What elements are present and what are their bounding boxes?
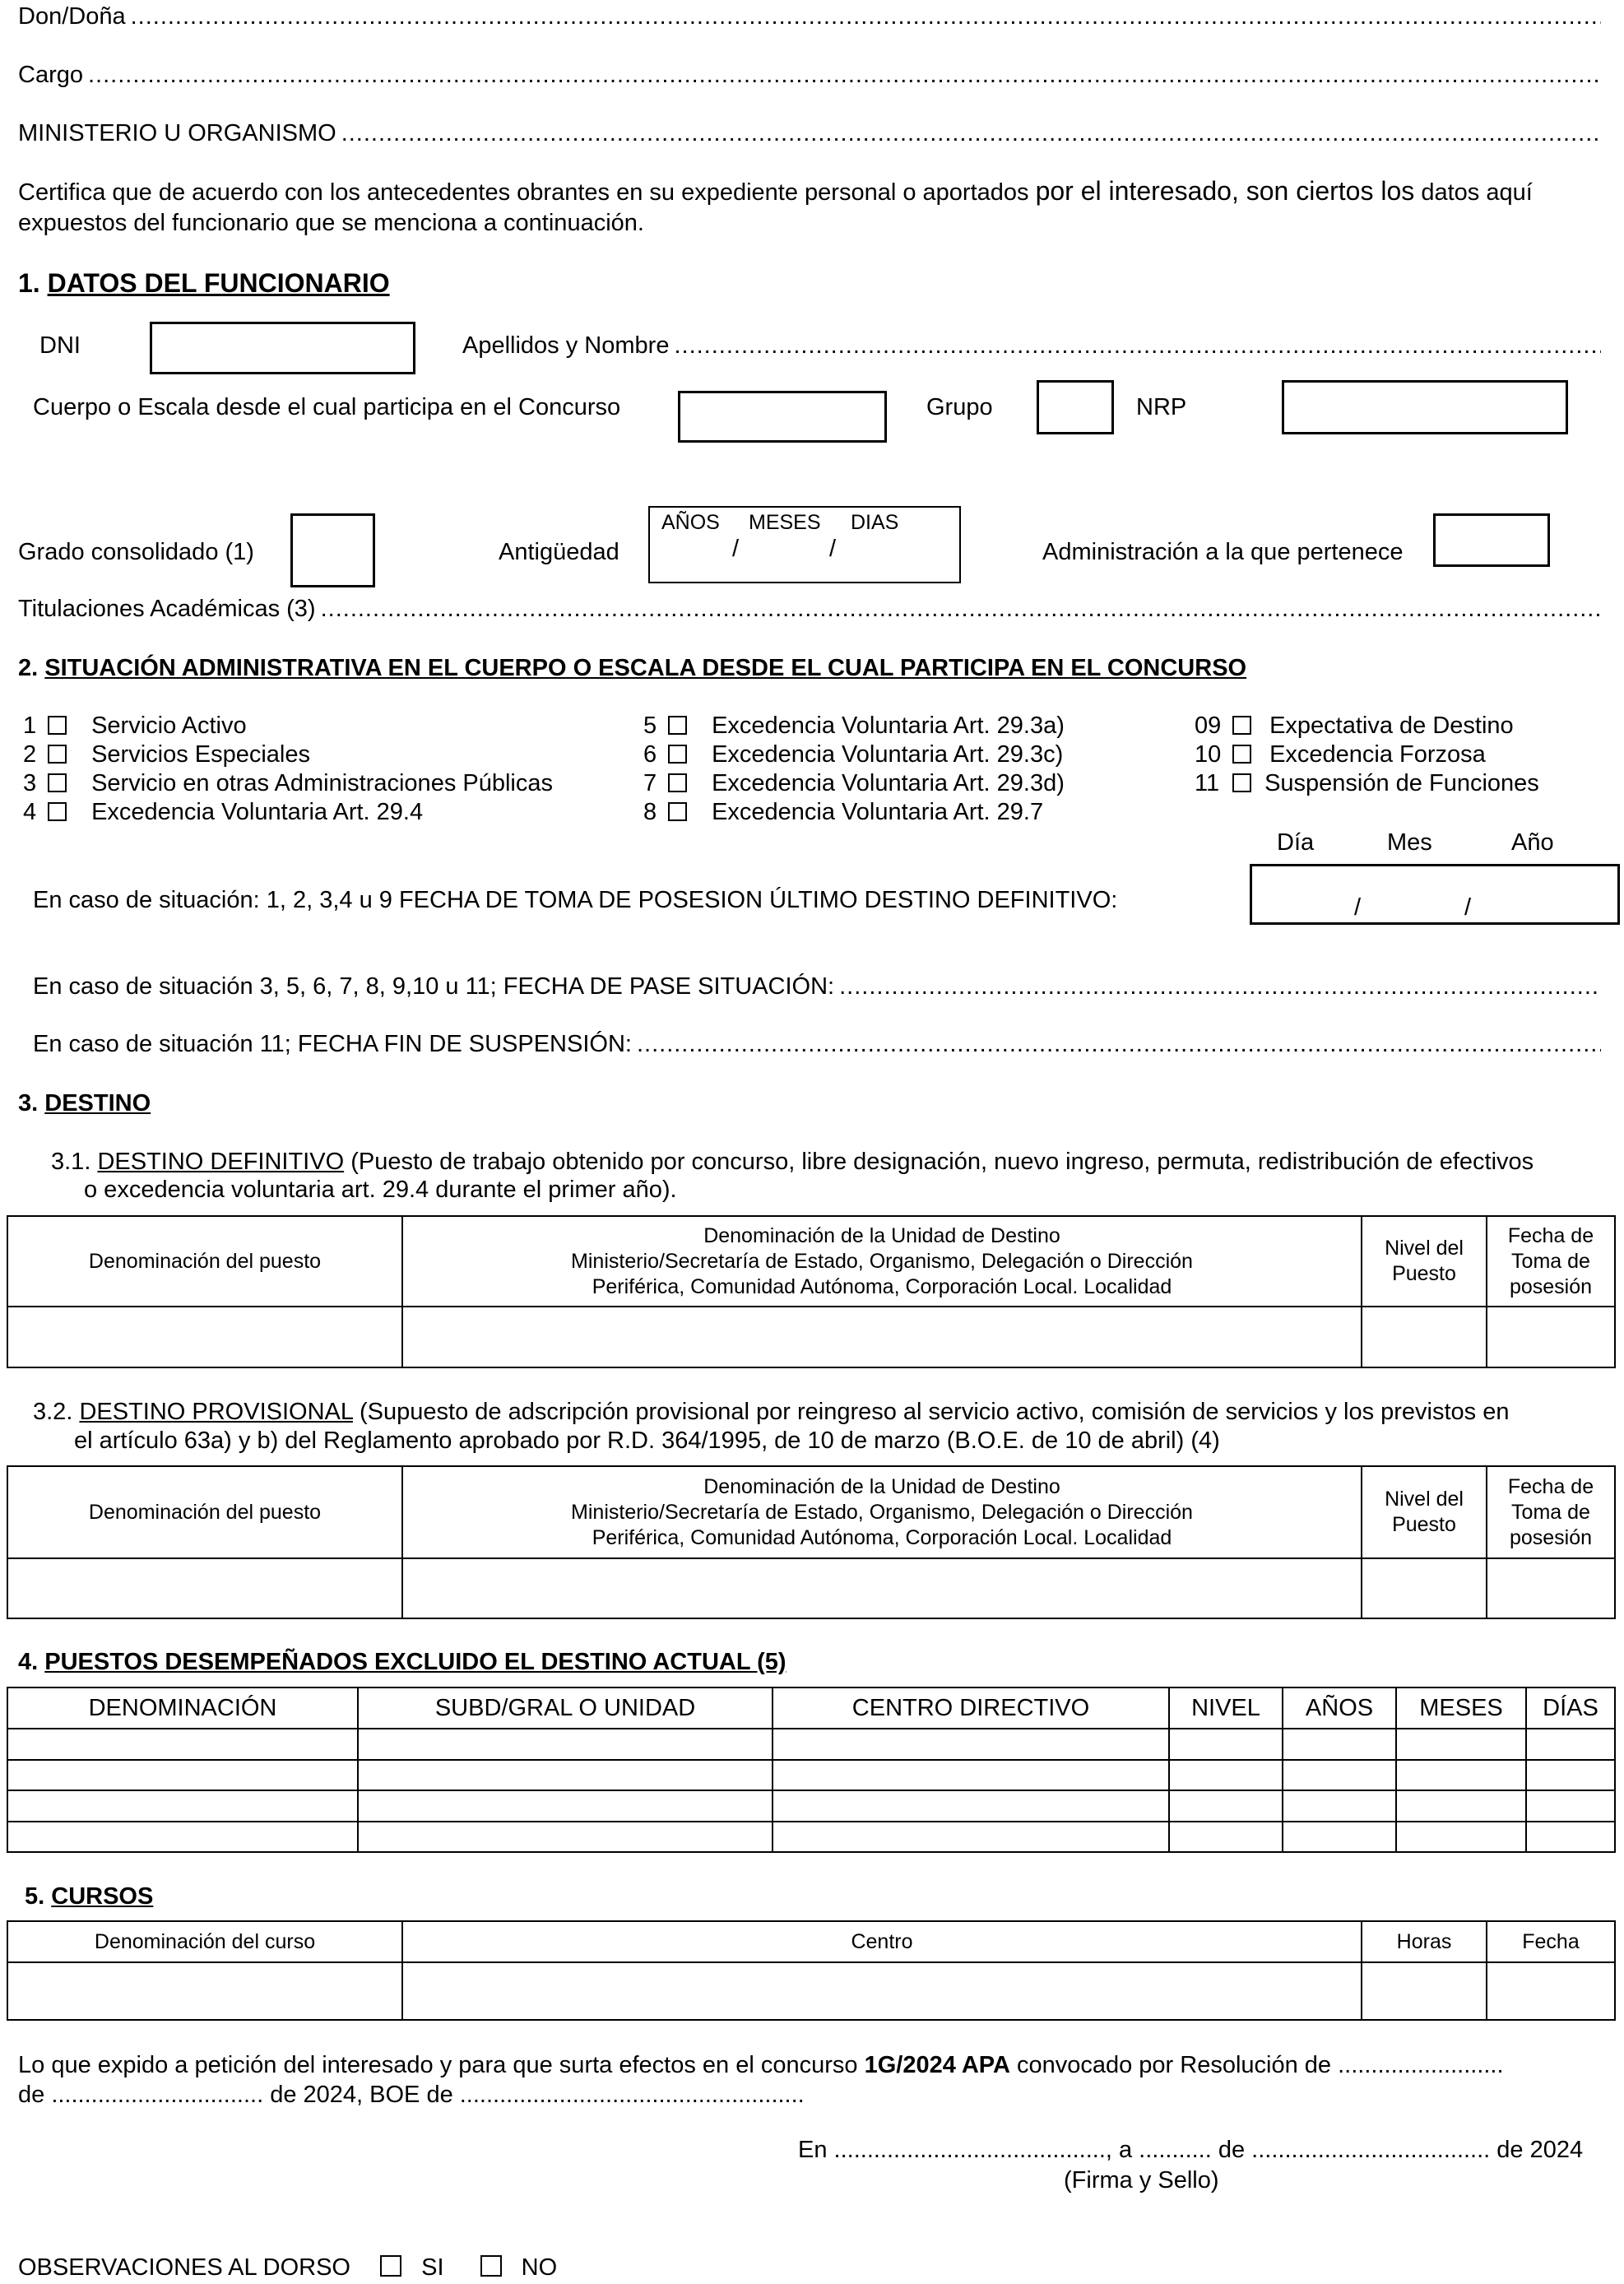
date-slash-1: / xyxy=(1354,894,1362,921)
cell[interactable] xyxy=(773,1822,1169,1853)
header-fecha xyxy=(1487,1466,1615,1558)
cell-unidad[interactable] xyxy=(402,1307,1362,1367)
grado-label: Grado consolidado (1) xyxy=(18,539,254,565)
situation-option-10[interactable] xyxy=(1195,741,1486,768)
nivel-line1: Nivel del xyxy=(1385,1237,1464,1260)
date-slash-2: / xyxy=(1464,894,1472,921)
cell-centro[interactable] xyxy=(402,1962,1362,2020)
situation-option-11[interactable] xyxy=(1195,770,1539,797)
cuerpo-label: Cuerpo o Escala desde el cual participa en el Concurso xyxy=(33,394,621,420)
cell[interactable] xyxy=(7,1822,358,1853)
situation-number: 4 xyxy=(23,799,37,825)
prov-number: 3.2. xyxy=(33,1399,73,1425)
header-nivel xyxy=(1362,1466,1487,1558)
situation-option-3[interactable] xyxy=(23,770,553,797)
si-label: SI xyxy=(421,2254,444,2281)
section3-number: 3. xyxy=(18,1090,39,1116)
cell[interactable] xyxy=(7,1790,358,1822)
cargo-field[interactable] xyxy=(88,62,1601,89)
no-label: NO xyxy=(521,2254,558,2281)
apellidos-line[interactable] xyxy=(462,332,1601,360)
header-subd: SUBD/GRAL O UNIDAD xyxy=(358,1687,773,1729)
firma-sello: (Firma y Sello) xyxy=(1064,2167,1219,2193)
checkbox[interactable] xyxy=(668,802,687,821)
dia-label: Día xyxy=(1277,829,1315,856)
table-row[interactable] xyxy=(7,1729,1615,1760)
section1-number: 1. xyxy=(18,268,40,298)
situation-number: 3 xyxy=(23,770,37,796)
cell-nivel[interactable] xyxy=(1362,1307,1487,1367)
unidad-line3: Periférica, Comunidad Autónoma, Corporación Local. Localidad xyxy=(592,1274,1172,1298)
prov-title: DESTINO PROVISIONAL xyxy=(79,1399,353,1425)
section3-title: DESTINO xyxy=(44,1090,151,1116)
header-puesto: Denominación del puesto xyxy=(7,1216,402,1307)
cell[interactable] xyxy=(1396,1760,1526,1791)
cell[interactable] xyxy=(1396,1822,1526,1853)
situation-number: 5 xyxy=(643,713,657,739)
situation-number: 11 xyxy=(1195,770,1220,796)
situation-number: 8 xyxy=(643,799,657,825)
nivel-line2: Puesto xyxy=(1392,1513,1456,1536)
section4-heading xyxy=(18,1649,786,1676)
cell[interactable] xyxy=(1169,1729,1283,1760)
fecha-pase-label: En caso de situación 3, 5, 6, 7, 8, 9,10 u 11; FECHA DE PASE SITUACIÓN: xyxy=(33,973,835,1000)
cell[interactable] xyxy=(1169,1760,1283,1791)
situation-label: Servicios Especiales xyxy=(91,741,311,768)
ano-label: Año xyxy=(1511,829,1554,856)
cell-curso[interactable] xyxy=(7,1962,402,2020)
table-row[interactable] xyxy=(7,1962,1615,2020)
def-number: 3.1. xyxy=(51,1149,91,1175)
table-row[interactable] xyxy=(7,1558,1615,1618)
grupo-label: Grupo xyxy=(926,394,993,420)
cell-fecha[interactable] xyxy=(1487,1962,1615,2020)
fecha-line2: Toma de xyxy=(1511,1500,1590,1524)
apellidos-label: Apellidos y Nombre xyxy=(462,332,670,359)
table-header-row xyxy=(7,1216,1615,1307)
situation-label: Expectativa de Destino xyxy=(1269,713,1514,739)
cell[interactable] xyxy=(358,1822,773,1853)
puestos-table xyxy=(7,1687,1616,1853)
cell[interactable] xyxy=(1526,1729,1615,1760)
grado-input-box[interactable] xyxy=(290,513,375,587)
cell[interactable] xyxy=(773,1760,1169,1791)
situation-label: Excedencia Voluntaria Art. 29.3d) xyxy=(712,770,1065,796)
table-header-row xyxy=(7,1921,1615,1962)
destino-provisional-desc xyxy=(33,1399,1509,1426)
fecha-fin-line[interactable] xyxy=(33,1031,1601,1058)
situation-number: 1 xyxy=(23,713,37,739)
table-row[interactable] xyxy=(7,1822,1615,1853)
checkbox[interactable] xyxy=(668,716,687,735)
mes-label: Mes xyxy=(1387,829,1432,856)
cell[interactable] xyxy=(7,1760,358,1791)
situation-option-8[interactable] xyxy=(643,799,1043,826)
titulaciones-field[interactable] xyxy=(321,596,1601,623)
header-fecha xyxy=(1487,1216,1615,1307)
cell[interactable] xyxy=(1283,1790,1396,1822)
situation-number: 09 xyxy=(1195,713,1222,739)
section2-title: SITUACIÓN ADMINISTRATIVA EN EL CUERPO O ESCALA DESDE EL CUAL PARTICIPA EN EL CONCURSO xyxy=(44,655,1247,681)
prov-desc-line2: el artículo 63a) y b) del Reglamento aprobado por R.D. 364/1995, de 10 de marzo (B.O.E. de 10 de abril) (4) xyxy=(74,1428,1220,1454)
table-row[interactable] xyxy=(7,1760,1615,1791)
header-meses: MESES xyxy=(1396,1687,1526,1729)
toma-posesion-label: En caso de situación: 1, 2, 3,4 u 9 FECHA DE TOMA DE POSESION ÚLTIMO DESTINO DEFINITIVO: xyxy=(33,887,1118,913)
don-field[interactable] xyxy=(131,3,1601,30)
situation-label: Servicio Activo xyxy=(91,713,247,739)
cell[interactable] xyxy=(358,1729,773,1760)
toma-posesion-date-box[interactable] xyxy=(1250,864,1620,925)
unidad-line1: Denominación de la Unidad de Destino xyxy=(703,1474,1060,1498)
cargo-line[interactable] xyxy=(18,62,1601,89)
cell-nivel[interactable] xyxy=(1362,1558,1487,1618)
situation-option-6[interactable] xyxy=(643,741,1063,768)
cell[interactable] xyxy=(1169,1822,1283,1853)
expido-line1 xyxy=(18,2052,1504,2079)
fecha-line3: posesión xyxy=(1509,1525,1593,1549)
cell[interactable] xyxy=(1526,1760,1615,1791)
checkbox[interactable] xyxy=(668,745,687,764)
titulaciones-label: Titulaciones Académicas (3) xyxy=(18,596,316,622)
def-title: DESTINO DEFINITIVO xyxy=(97,1149,345,1175)
section2-heading xyxy=(18,655,1246,682)
fecha-line3: posesión xyxy=(1509,1274,1593,1298)
ministerio-label: MINISTERIO U ORGANISMO xyxy=(18,120,336,146)
administracion-label: Administración a la que pertenece xyxy=(1042,539,1404,565)
cert-part-1: Certifica que de acuerdo con los antecedentes obrantes en su expediente personal o aportados xyxy=(18,179,1029,206)
section1-title: DATOS DEL FUNCIONARIO xyxy=(47,268,390,298)
cargo-label: Cargo xyxy=(18,62,83,88)
cert-part-2: por el interesado, son ciertos los xyxy=(1035,176,1415,206)
cell[interactable] xyxy=(1283,1729,1396,1760)
section5-heading xyxy=(25,1883,153,1910)
ministerio-line[interactable] xyxy=(18,120,1601,147)
header-anos: AÑOS xyxy=(1283,1687,1396,1729)
header-nivel xyxy=(1362,1216,1487,1307)
table-header-row xyxy=(7,1466,1615,1558)
situation-number: 2 xyxy=(23,741,37,768)
antiguedad-slash-2: / xyxy=(829,536,837,562)
situation-label: Excedencia Voluntaria Art. 29.3a) xyxy=(712,713,1065,739)
don-line[interactable] xyxy=(18,3,1601,30)
checkbox[interactable] xyxy=(1232,745,1251,764)
situation-label: Excedencia Voluntaria Art. 29.3c) xyxy=(712,741,1064,768)
cell-unidad[interactable] xyxy=(402,1558,1362,1618)
meses-label: MESES xyxy=(749,511,821,534)
cell-puesto[interactable] xyxy=(7,1307,402,1367)
unidad-line2: Ministerio/Secretaría de Estado, Organismo, Delegación o Dirección xyxy=(571,1249,1193,1273)
section4-title: PUESTOS DESEMPEÑADOS EXCLUIDO EL DESTINO ACTUAL (5) xyxy=(44,1649,786,1675)
cell-horas[interactable] xyxy=(1362,1962,1487,2020)
antiguedad-label: Antigüedad xyxy=(499,539,619,565)
cell[interactable] xyxy=(358,1760,773,1791)
antiguedad-box[interactable] xyxy=(648,506,961,583)
unidad-line1: Denominación de la Unidad de Destino xyxy=(703,1223,1060,1247)
nivel-line2: Puesto xyxy=(1392,1262,1456,1285)
situation-option-2[interactable] xyxy=(23,741,310,768)
header-horas: Horas xyxy=(1362,1921,1487,1962)
cell-puesto[interactable] xyxy=(7,1558,402,1618)
expido-line2: de ................................ de 2024, BOE de .................................................... xyxy=(18,2082,805,2108)
section5-title: CURSOS xyxy=(51,1883,154,1910)
fecha-fin-label: En caso de situación 11; FECHA FIN DE SUSPENSIÓN: xyxy=(33,1031,632,1057)
situation-label: Suspensión de Funciones xyxy=(1264,770,1539,796)
header-unidad xyxy=(402,1466,1362,1558)
header-denominacion: DENOMINACIÓN xyxy=(7,1687,358,1729)
situation-number: 6 xyxy=(643,741,657,768)
situation-number: 7 xyxy=(643,770,657,796)
section5-number: 5. xyxy=(25,1883,45,1910)
header-nivel: NIVEL xyxy=(1169,1687,1283,1729)
dni-input-box[interactable] xyxy=(150,322,415,374)
expido-part1: Lo que expido a petición del interesado y para que surta efectos en el concurso xyxy=(18,2052,858,2078)
header-fecha: Fecha xyxy=(1487,1921,1615,1962)
destino-definitivo-table xyxy=(7,1215,1616,1368)
cell[interactable] xyxy=(7,1729,358,1760)
situation-option-1[interactable] xyxy=(23,713,247,740)
def-desc-line2: o excedencia voluntaria art. 29.4 durante el primer año). xyxy=(84,1177,677,1203)
cell-fecha[interactable] xyxy=(1487,1558,1615,1618)
cell[interactable] xyxy=(1396,1729,1526,1760)
cell[interactable] xyxy=(1396,1790,1526,1822)
grupo-input-box[interactable] xyxy=(1037,380,1114,434)
unidad-line3: Periférica, Comunidad Autónoma, Corporación Local. Localidad xyxy=(592,1525,1172,1549)
fecha-pase-field[interactable] xyxy=(839,973,1601,1000)
situation-option-4[interactable] xyxy=(23,799,423,826)
lugar-fecha: En ........................................., a ........... de .................................... de 2024 xyxy=(798,2137,1584,2163)
don-label: Don/Doña xyxy=(18,3,126,30)
apellidos-field[interactable] xyxy=(674,332,1601,360)
header-unidad xyxy=(402,1216,1362,1307)
fecha-pase-line[interactable] xyxy=(33,973,1601,1000)
fecha-line1: Fecha de xyxy=(1507,1223,1594,1247)
certification-text xyxy=(18,176,1601,239)
situation-number: 10 xyxy=(1195,741,1222,768)
anos-label: AÑOS xyxy=(661,511,720,534)
fecha-line1: Fecha de xyxy=(1507,1474,1594,1498)
destino-provisional-table xyxy=(7,1465,1616,1619)
fecha-fin-field[interactable] xyxy=(637,1031,1601,1058)
cell[interactable] xyxy=(1283,1760,1396,1791)
checkbox[interactable] xyxy=(1232,773,1251,792)
cell[interactable] xyxy=(773,1790,1169,1822)
titulaciones-line[interactable] xyxy=(18,596,1601,623)
section1-heading xyxy=(18,268,390,299)
checkbox[interactable] xyxy=(48,773,67,792)
nivel-line1: Nivel del xyxy=(1385,1488,1464,1511)
header-curso: Denominación del curso xyxy=(7,1921,402,1962)
table-row[interactable] xyxy=(7,1307,1615,1367)
checkbox-no[interactable] xyxy=(480,2255,502,2277)
nrp-label: NRP xyxy=(1136,394,1187,420)
expido-part2: convocado por Resolución de ......................... xyxy=(1016,2052,1504,2078)
dias-label: DIAS xyxy=(851,511,899,534)
antiguedad-slash-1: / xyxy=(732,536,740,562)
situation-option-5[interactable] xyxy=(643,713,1065,740)
cell[interactable] xyxy=(1526,1822,1615,1853)
checkbox[interactable] xyxy=(668,773,687,792)
situation-label: Excedencia Voluntaria Art. 29.7 xyxy=(712,799,1044,825)
checkbox[interactable] xyxy=(1232,716,1251,735)
checkbox-si[interactable] xyxy=(380,2255,401,2277)
cell-fecha[interactable] xyxy=(1487,1307,1615,1367)
section3-heading xyxy=(18,1090,151,1117)
def-desc-line1: (Puesto de trabajo obtenido por concurso, libre designación, nuevo ingreso, permuta, redistribución de efectivos xyxy=(350,1149,1534,1175)
unidad-line2: Ministerio/Secretaría de Estado, Organismo, Delegación o Dirección xyxy=(571,1500,1193,1524)
nrp-input-box[interactable] xyxy=(1282,380,1568,434)
header-dias: DÍAS xyxy=(1526,1687,1615,1729)
section2-number: 2. xyxy=(18,655,39,681)
situation-label: Excedencia Voluntaria Art. 29.4 xyxy=(91,799,424,825)
situation-option-9[interactable] xyxy=(1195,713,1514,740)
cell[interactable] xyxy=(773,1729,1169,1760)
checkbox[interactable] xyxy=(48,745,67,764)
situation-label: Excedencia Forzosa xyxy=(1269,741,1486,768)
cell[interactable] xyxy=(1526,1790,1615,1822)
section4-number: 4. xyxy=(18,1649,39,1675)
cursos-table xyxy=(7,1920,1616,2021)
observaciones-row xyxy=(18,2254,557,2282)
situation-label: Servicio en otras Administraciones Públicas xyxy=(91,770,553,796)
table-row[interactable] xyxy=(7,1790,1615,1822)
checkbox[interactable] xyxy=(48,802,67,821)
checkbox[interactable] xyxy=(48,716,67,735)
dni-label: DNI xyxy=(39,332,81,359)
observaciones-label: OBSERVACIONES AL DORSO xyxy=(18,2254,350,2281)
concurso-code: 1G/2024 APA xyxy=(864,2052,1010,2078)
table-header-row xyxy=(7,1687,1615,1729)
header-centro: CENTRO DIRECTIVO xyxy=(773,1687,1169,1729)
header-puesto: Denominación del puesto xyxy=(7,1466,402,1558)
destino-definitivo-desc xyxy=(51,1149,1534,1176)
cuerpo-input-box[interactable] xyxy=(678,391,887,443)
fecha-line2: Toma de xyxy=(1511,1249,1590,1273)
administracion-input-box[interactable] xyxy=(1433,513,1550,567)
ministerio-field[interactable] xyxy=(341,120,1601,147)
cert-part-3: datos aquí expuestos del funcionario que se menciona a continuación. xyxy=(18,179,1533,236)
header-centro: Centro xyxy=(402,1921,1362,1962)
prov-desc-line1: (Supuesto de adscripción provisional por reingreso al servicio activo, comisión de servicios y los previstos en xyxy=(360,1399,1510,1425)
cell[interactable] xyxy=(1283,1822,1396,1853)
cell[interactable] xyxy=(1169,1790,1283,1822)
cell[interactable] xyxy=(358,1790,773,1822)
situation-option-7[interactable] xyxy=(643,770,1065,797)
